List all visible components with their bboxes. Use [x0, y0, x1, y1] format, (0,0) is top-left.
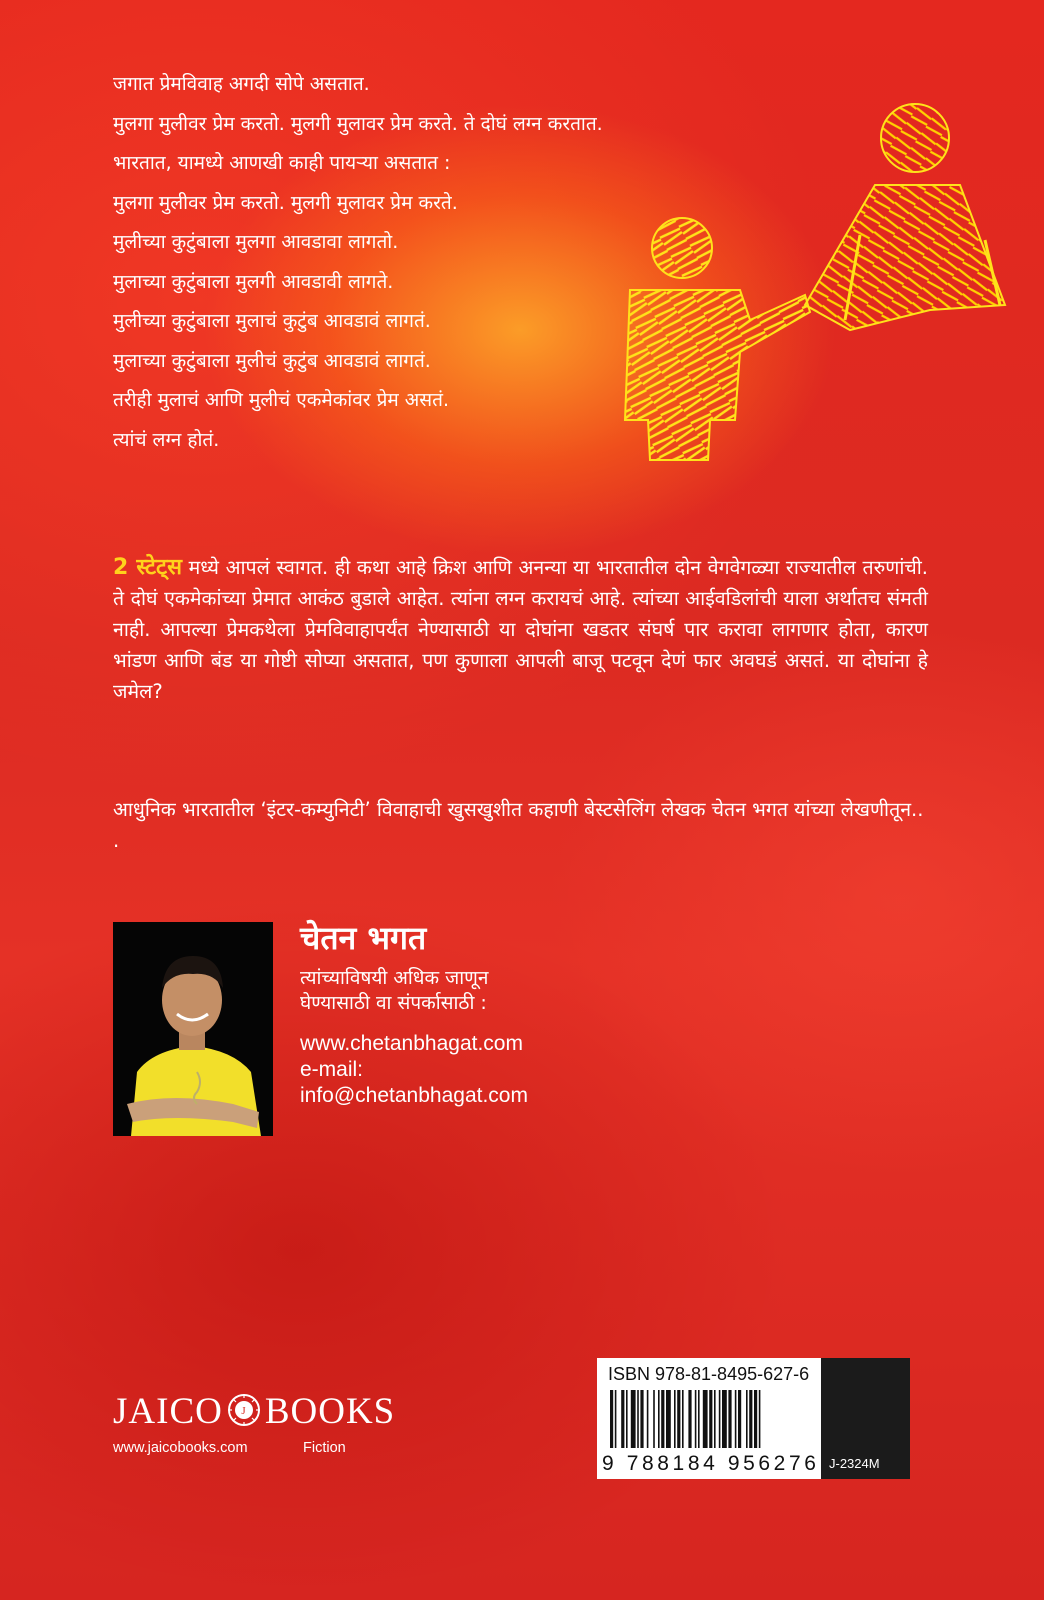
poem-line: भारतात, यामध्ये आणखी काही पायऱ्या असतात :: [113, 152, 451, 174]
email-label: e-mail:: [300, 1058, 364, 1081]
poem-block: [113, 72, 813, 467]
poem-line: मुलगा मुलीवर प्रेम करतो. मुलगी मुलावर प्रेम करते. ते दोघं लग्न करतात.: [113, 112, 603, 135]
synopsis-text: मध्ये आपलं स्वागत. ही कथा आहे क्रिश आणि अनन्या या भारतातील दोन वेगवेगळ्या राज्यातील तरुणांची. ते दोघं एकमेकांच्या प्रेमात आकंठ बुडाले आहेत. त्यांना लग्न करायचं आहे. त्यांच्या आईवडिलांची याला अर्थातच संमती नाही. आपल्या प्रेमकथेला प्रेमविवाहापर्यंत नेण्यासाठी या दोघांना खडतर संघर्ष पार करावा लागणार होता, कारण भांडण आणि बंड या गोष्टी सोप्या असतात, पण कुणाला आपली बाजू पटवून देणं फार अवघडं असतं. या दोघांना हे जमेल?: [113, 556, 929, 703]
barcode-bar: [719, 1390, 721, 1448]
author-website-link[interactable]: www.chetanbhagat.com: [300, 1032, 523, 1055]
product-code: J-2324M: [829, 1456, 880, 1471]
publisher-logo: [113, 1390, 473, 1434]
poem-line: त्यांचं लग्न होतं.: [113, 428, 220, 451]
publisher-block: [113, 1390, 473, 1456]
barcode-digits: 9 788184 956276: [602, 1452, 820, 1475]
barcode-bar: [621, 1390, 624, 1448]
barcode-bar: [722, 1390, 727, 1448]
barcode-bar: [698, 1390, 700, 1448]
author-name: चेतन भगत: [300, 919, 427, 957]
author-photo: [113, 922, 273, 1136]
barcode-bar: [631, 1390, 636, 1448]
poem-line: मुलीच्या कुटुंबाला मुलाचं कुटुंब आवडावं लागतं.: [113, 310, 431, 332]
synopsis-paragraph: [113, 552, 928, 707]
genre-label: Fiction: [303, 1440, 346, 1456]
author-contact-note: त्यांच्याविषयी अधिक जाणून: [300, 967, 489, 989]
publisher-website-link[interactable]: www.jaicobooks.com: [113, 1440, 248, 1456]
barcode-bar: [695, 1390, 697, 1448]
publisher-meta: [113, 1440, 473, 1456]
barcode-bar: [703, 1390, 708, 1448]
barcode-bar: [640, 1390, 643, 1448]
barcode-bar: [714, 1390, 716, 1448]
barcode-bar: [647, 1390, 649, 1448]
barcode-bar: [738, 1390, 741, 1448]
barcode-bar: [637, 1390, 639, 1448]
brand-left: JAICO: [113, 1391, 223, 1432]
author-email-link[interactable]: info@chetanbhagat.com: [300, 1084, 528, 1107]
tagline-paragraph: आधुनिक भारतातील ‘इंटर-कम्युनिटी’ विवाहाची खुसखुशीत कहाणी बेस्टसेलिंग लेखक चेतन भगत यांच्या लेखणीतून.. .: [113, 798, 924, 852]
barcode-icon: [610, 1390, 815, 1448]
barcode-bar: [709, 1390, 712, 1448]
barcode-bar: [688, 1390, 691, 1448]
barcode-bar: [746, 1390, 748, 1448]
isbn-label: ISBN 978-81-8495-627-6: [608, 1364, 810, 1384]
barcode-bar: [661, 1390, 664, 1448]
barcode-bar: [677, 1390, 680, 1448]
barcode-bar: [674, 1390, 676, 1448]
barcode-bar: [610, 1390, 613, 1448]
author-links: [300, 1031, 720, 1109]
barcode-bar: [653, 1390, 655, 1448]
barcode-bar: [682, 1390, 684, 1448]
poem-line: मुलगा मुलीवर प्रेम करतो. मुलगी मुलावर प्रेम करते.: [113, 191, 458, 214]
book-title-highlight: 2 स्टेट्स: [113, 555, 183, 580]
barcode-bar: [728, 1390, 731, 1448]
barcode-bar: [735, 1390, 737, 1448]
svg-text:J: J: [241, 1405, 247, 1417]
author-contact-note: घेण्यासाठी वा संपर्कासाठी :: [300, 992, 487, 1014]
poem-line: जगात प्रेमविवाह अगदी सोपे असतात.: [113, 73, 370, 95]
barcode-bar: [658, 1390, 660, 1448]
barcode-bar: [749, 1390, 752, 1448]
author-info: [300, 918, 720, 1109]
barcode-bar: [615, 1390, 617, 1448]
female-figure-icon: [805, 104, 1005, 330]
poem-line: तरीही मुलाचं आणि मुलीचं एकमेकांवर प्रेम असतं.: [113, 389, 450, 411]
poem-line: मुलीच्या कुटुंबाला मुलगा आवडावा लागतो.: [113, 231, 399, 253]
brand-right: BOOKS: [264, 1391, 396, 1432]
poem-line: मुलाच्या कुटुंबाला मुलगी आवडावी लागते.: [113, 270, 394, 293]
barcode-bar: [759, 1390, 761, 1448]
barcode-bar: [754, 1390, 757, 1448]
poem-line: मुलाच्या कुटुंबाला मुलीचं कुटुंब आवडावं लागतं.: [113, 349, 431, 372]
jaico-seal-icon: [227, 1393, 261, 1427]
barcode-bar: [626, 1390, 628, 1448]
barcode-bar: [666, 1390, 671, 1448]
